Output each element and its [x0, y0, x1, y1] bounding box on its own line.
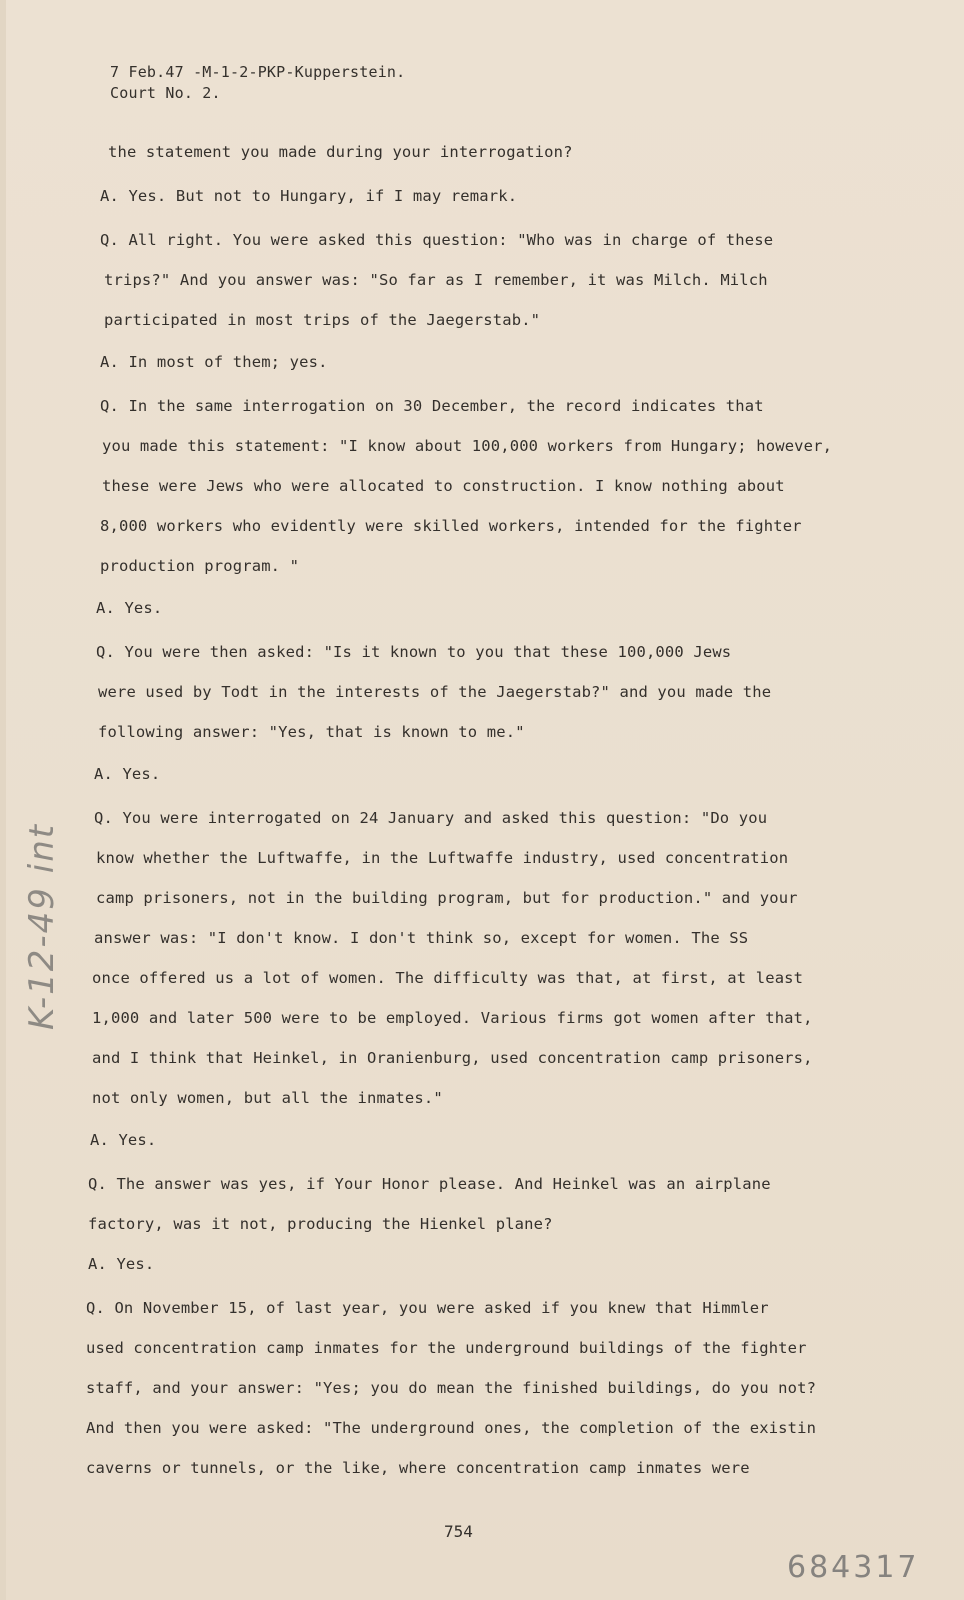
document-header [110, 62, 405, 104]
page-number: 754 [444, 1522, 473, 1541]
transcript-line: A. In most of them; yes. [100, 353, 328, 371]
handwritten-margin-note: K-12-49 int [22, 822, 62, 1030]
page-edge-shadow [0, 0, 6, 1600]
transcript-line: Q. All right. You were asked this question: "Who was in charge of these [100, 231, 774, 249]
transcript-line: A. Yes. [96, 599, 163, 617]
transcript-line: factory, was it not, producing the Hienkel plane? [88, 1215, 553, 1233]
transcript-line: camp prisoners, not in the building program, but for production." and your [96, 889, 798, 907]
transcript-line: participated in most trips of the Jaegerstab." [104, 311, 541, 329]
transcript-line: 8,000 workers who evidently were skilled workers, intended for the fighter [100, 517, 802, 535]
transcript-line: 1,000 and later 500 were to be employed. Various firms got women after that, [92, 1009, 813, 1027]
transcript-line: Q. You were interrogated on 24 January and asked this question: "Do you [94, 809, 768, 827]
transcript-line: answer was: "I don't know. I don't think so, except for women. The SS [94, 929, 749, 947]
transcript-line: And then you were asked: "The underground ones, the completion of the existin [86, 1419, 817, 1437]
transcript-line: production program. " [100, 557, 300, 575]
transcript-line: A. Yes. But not to Hungary, if I may remark. [100, 187, 518, 205]
transcript-line: you made this statement: "I know about 100,000 workers from Hungary; however, [102, 437, 833, 455]
transcript-line: A. Yes. [94, 765, 161, 783]
transcript-line: trips?" And you answer was: "So far as I remember, it was Milch. Milch [104, 271, 768, 289]
transcript-line: these were Jews who were allocated to construction. I know nothing about [102, 477, 785, 495]
header-line-1: 7 Feb.47 -M-1-2-PKP-Kupperstein. [110, 63, 406, 81]
transcript-line: Q. In the same interrogation on 30 December, the record indicates that [100, 397, 764, 415]
transcript-line: caverns or tunnels, or the like, where concentration camp inmates were [86, 1459, 750, 1477]
archive-stamp-number: 684317 [787, 1550, 920, 1585]
transcript-line: the statement you made during your interrogation? [108, 143, 573, 161]
transcript-line: Q. You were then asked: "Is it known to you that these 100,000 Jews [96, 643, 732, 661]
transcript-line: know whether the Luftwaffe, in the Luftwaffe industry, used concentration [96, 849, 789, 867]
transcript-line: once offered us a lot of women. The difficulty was that, at first, at least [92, 969, 804, 987]
header-line-2: Court No. 2. [110, 84, 221, 102]
transcript-line: Q. The answer was yes, if Your Honor please. And Heinkel was an airplane [88, 1175, 771, 1193]
transcript-line: Q. On November 15, of last year, you were asked if you knew that Himmler [86, 1299, 769, 1317]
transcript-line: used concentration camp inmates for the underground buildings of the fighter [86, 1339, 807, 1357]
transcript-line: A. Yes. [88, 1255, 155, 1273]
transcript-line: A. Yes. [90, 1131, 157, 1149]
transcript-line: staff, and your answer: "Yes; you do mean the finished buildings, do you not? [86, 1379, 817, 1397]
transcript-line: were used by Todt in the interests of the Jaegerstab?" and you made the [98, 683, 772, 701]
transcript-line: and I think that Heinkel, in Oranienburg, used concentration camp prisoners, [92, 1049, 813, 1067]
transcript-line: not only women, but all the inmates." [92, 1089, 443, 1107]
transcript-line: following answer: "Yes, that is known to me." [98, 723, 525, 741]
